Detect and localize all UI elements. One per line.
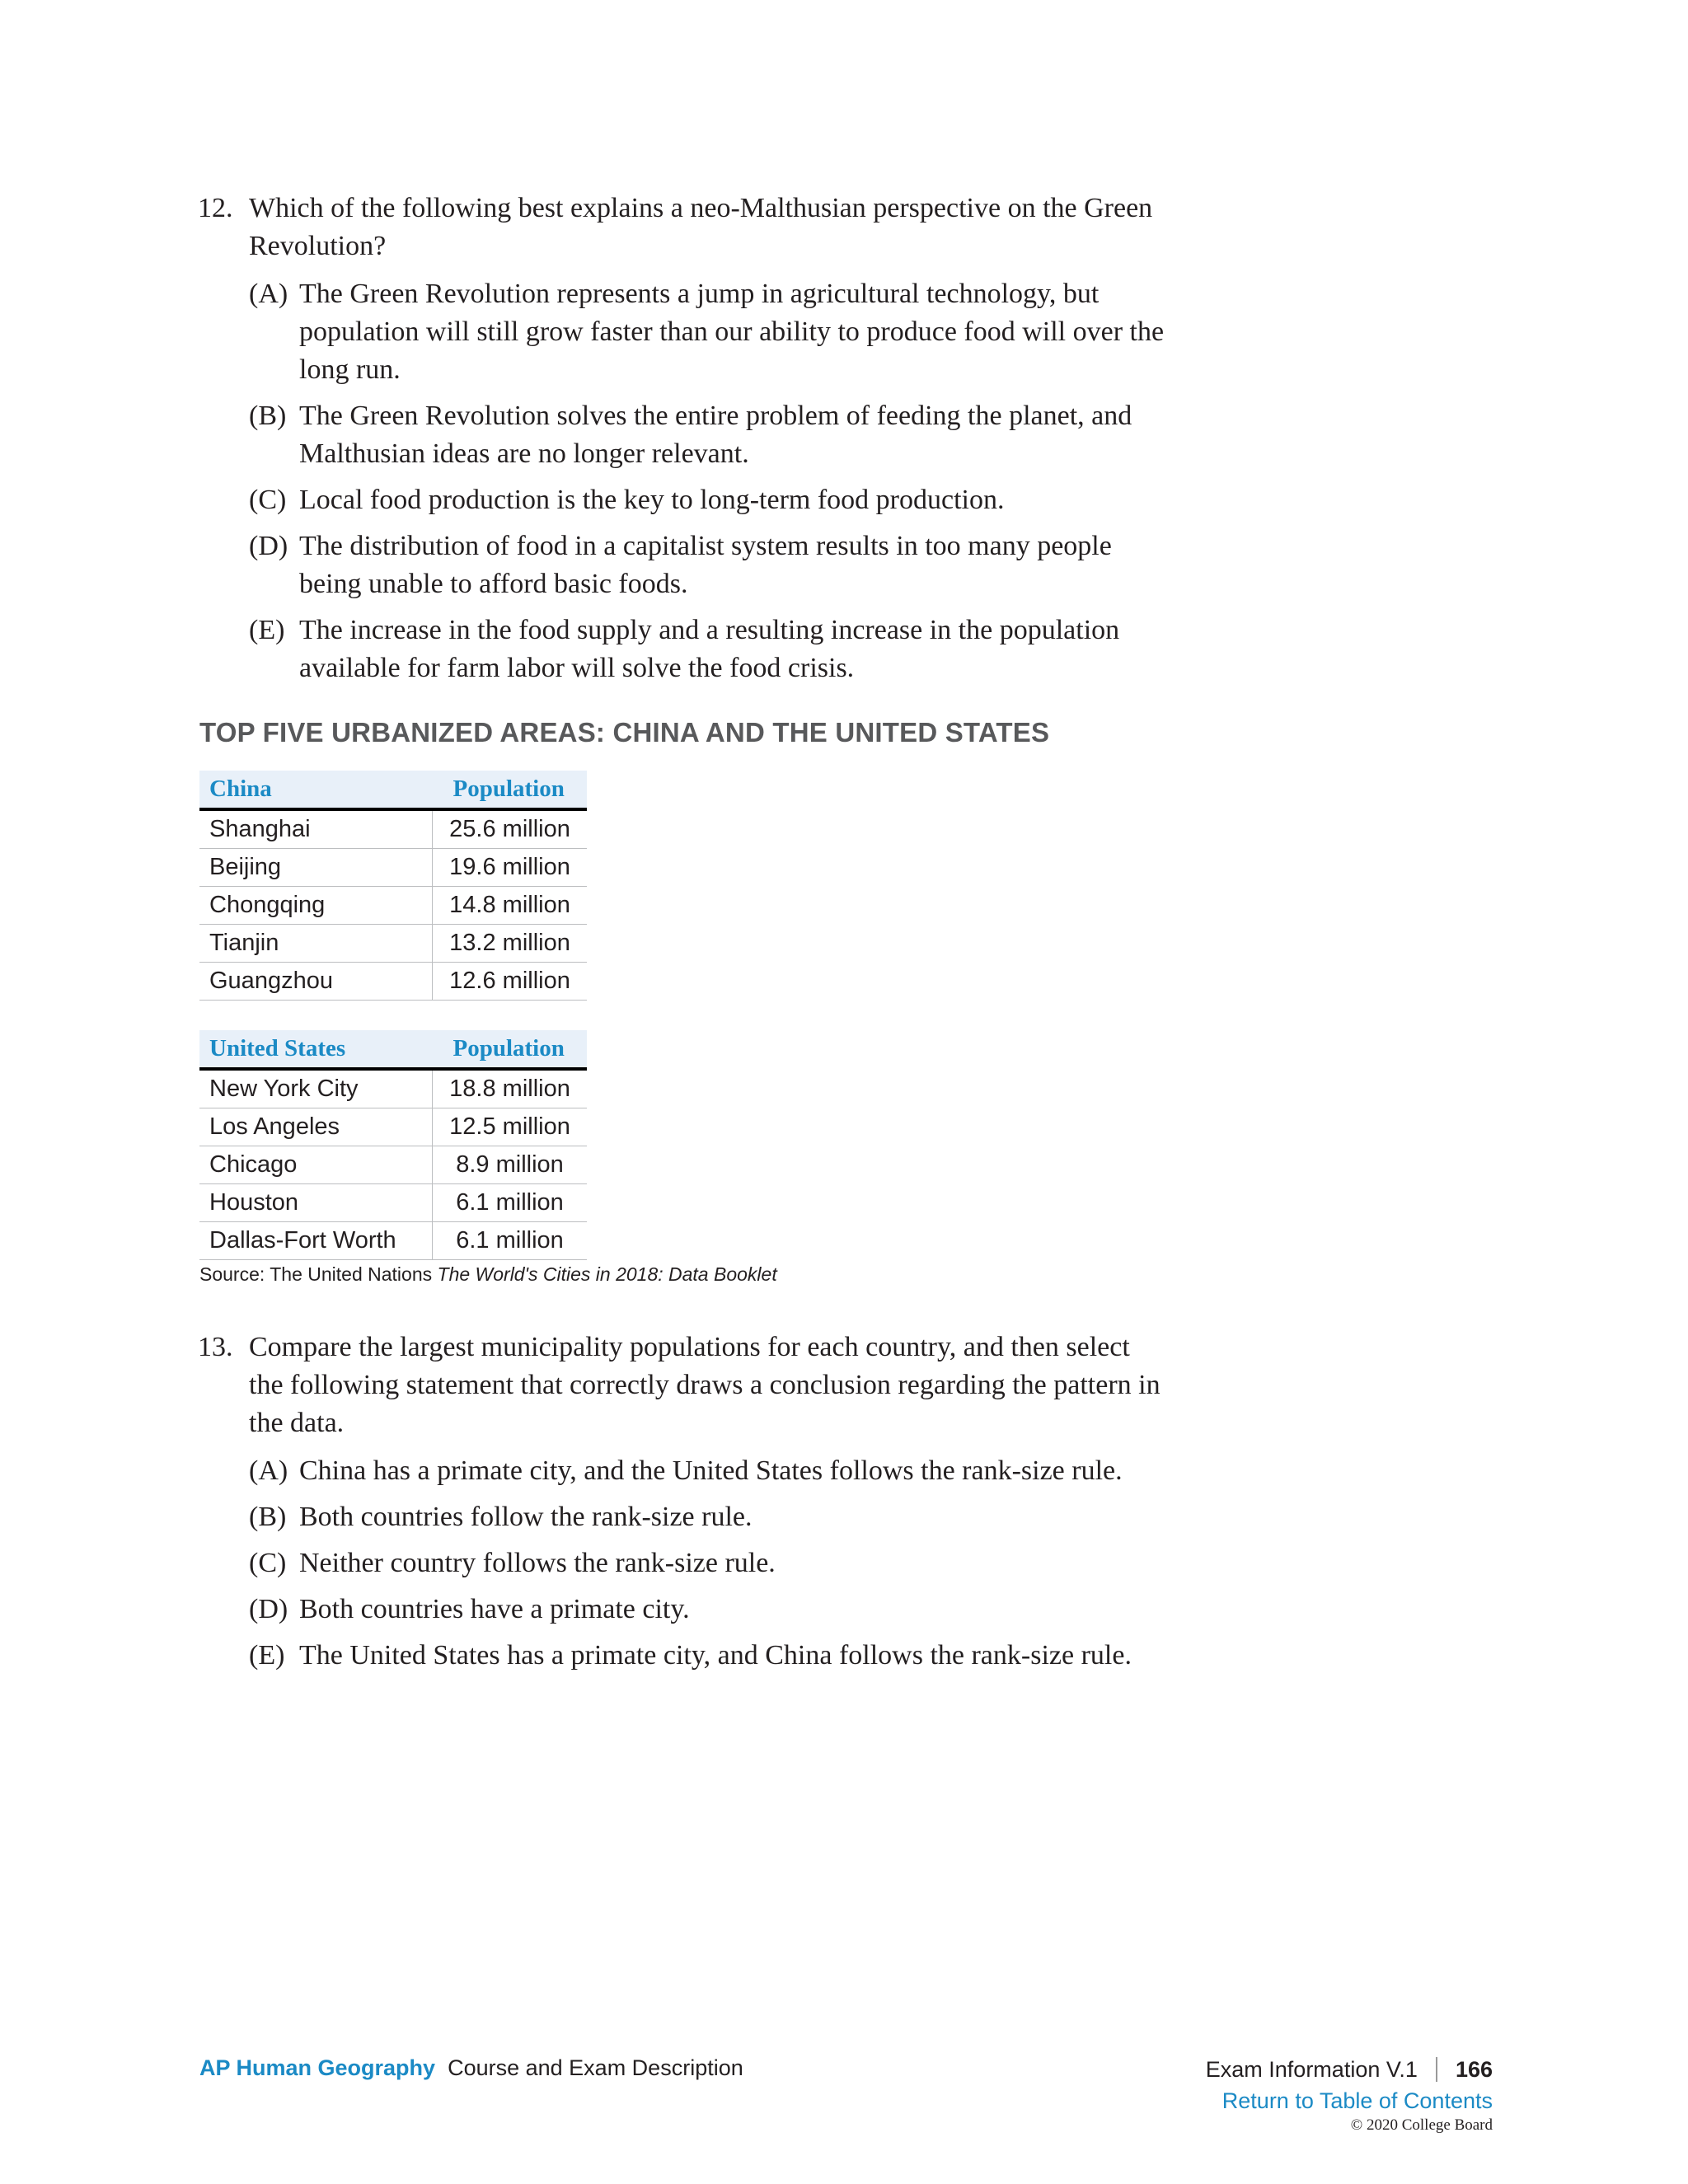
question-stem — [198, 190, 1170, 265]
choice-text: Both countries have a primate city. — [299, 1594, 690, 1624]
choice-text: Both countries follow the rank-size rule. — [299, 1502, 753, 1532]
city-cell: Shanghai — [199, 809, 433, 849]
table-row — [199, 849, 587, 887]
answer-choice-c — [249, 481, 1170, 519]
city-cell: Los Angeles — [199, 1108, 433, 1146]
table-row — [199, 1108, 587, 1146]
footer-section-line — [1206, 2055, 1493, 2083]
answer-choice-e — [249, 1637, 1170, 1675]
population-cell: 13.2 million — [433, 925, 588, 963]
footer-version: V.1 — [1386, 2056, 1418, 2082]
choice-text: The Green Revolution solves the entire problem of feeding the planet, and Malthusian ideas are no longer relevant. — [299, 401, 1132, 469]
city-cell: Houston — [199, 1184, 433, 1222]
choice-text: The increase in the food supply and a resulting increase in the population available for farm labor will solve the food crisis. — [299, 615, 1120, 683]
copyright: © 2020 College Board — [1350, 2116, 1493, 2134]
table-row — [199, 1184, 587, 1222]
footer-course-title — [199, 2055, 743, 2081]
footer-brand: AP Human Geography — [199, 2055, 436, 2080]
city-cell: Beijing — [199, 849, 433, 887]
footer-page-info — [1206, 2055, 1493, 2135]
table-header-row — [199, 1030, 587, 1069]
population-cell: 8.9 million — [433, 1146, 588, 1184]
footer-separator — [1436, 2057, 1437, 2082]
china-table — [199, 771, 587, 1001]
choice-letter: (E) — [249, 1640, 285, 1671]
answer-choice-a — [249, 275, 1170, 389]
question-12 — [198, 190, 1170, 687]
choice-letter: (B) — [249, 401, 287, 431]
question-text: Which of the following best explains a neo-Malthusian perspective on the Green Revolution? — [249, 193, 1153, 261]
choice-text: The distribution of food in a capitalist system results in too many people being unable to afford basic foods. — [299, 531, 1112, 599]
population-cell: 25.6 million — [433, 809, 588, 849]
header-population: Population — [433, 771, 588, 809]
city-cell: Chicago — [199, 1146, 433, 1184]
question-number: 12. — [198, 193, 233, 223]
choice-letter: (D) — [249, 531, 288, 561]
question-stem — [198, 1329, 1170, 1442]
table-source — [199, 1263, 777, 1286]
table-title: TOP FIVE URBANIZED AREAS: CHINA AND THE UNITED STATES — [199, 717, 1050, 748]
table-row — [199, 809, 587, 849]
table-row — [199, 925, 587, 963]
choice-letter: (A) — [249, 1455, 288, 1486]
choice-letter: (D) — [249, 1594, 288, 1624]
population-cell: 6.1 million — [433, 1184, 588, 1222]
population-cell: 12.5 million — [433, 1108, 588, 1146]
table-row — [199, 1069, 587, 1108]
choice-letter: (C) — [249, 485, 287, 515]
choice-text: Neither country follows the rank-size rule. — [299, 1548, 776, 1578]
table-row — [199, 1146, 587, 1184]
answer-choice-a — [249, 1452, 1170, 1490]
table-row — [199, 887, 587, 925]
choice-text: The Green Revolution represents a jump in agricultural technology, but population will still grow faster than our ability to produce food will over the long run. — [299, 279, 1165, 385]
choice-text: Local food production is the key to long-term food production. — [299, 485, 1005, 515]
answer-choice-b — [249, 1498, 1170, 1536]
population-cell: 19.6 million — [433, 849, 588, 887]
header-area: China — [199, 771, 433, 809]
question-text: Compare the largest municipality populations for each country, and then select the following statement that correctly draws a conclusion regarding the pattern in the data. — [249, 1332, 1160, 1438]
population-cell: 14.8 million — [433, 887, 588, 925]
choice-letter: (A) — [249, 279, 288, 309]
population-cell: 18.8 million — [433, 1069, 588, 1108]
header-area: United States — [199, 1030, 433, 1069]
choice-text: China has a primate city, and the United States follows the rank-size rule. — [299, 1455, 1123, 1486]
table-row — [199, 1222, 587, 1260]
answer-choice-d — [249, 1591, 1170, 1629]
footer-section: Exam Information — [1205, 2056, 1381, 2082]
question-number: 13. — [198, 1332, 233, 1362]
choice-letter: (E) — [249, 615, 285, 645]
answer-choice-b — [249, 397, 1170, 473]
table-header-row — [199, 771, 587, 809]
city-cell: Guangzhou — [199, 963, 433, 1001]
header-population: Population — [433, 1030, 588, 1069]
choice-letter: (B) — [249, 1502, 287, 1532]
city-cell: Dallas-Fort Worth — [199, 1222, 433, 1260]
source-prefix: Source: The United Nations — [199, 1263, 438, 1285]
choice-letter: (C) — [249, 1548, 287, 1578]
table-row — [199, 963, 587, 1001]
footer-subtitle: Course and Exam Description — [448, 2055, 743, 2080]
population-cell: 6.1 million — [433, 1222, 588, 1260]
city-cell: Tianjin — [199, 925, 433, 963]
choice-text: The United States has a primate city, and China follows the rank-size rule. — [299, 1640, 1132, 1671]
answer-choice-e — [249, 612, 1170, 687]
return-to-toc-link[interactable]: Return to Table of Contents — [1221, 2088, 1493, 2113]
us-table — [199, 1030, 587, 1260]
answer-choice-c — [249, 1544, 1170, 1582]
page-number: 166 — [1455, 2056, 1493, 2082]
city-cell: New York City — [199, 1069, 433, 1108]
population-cell: 12.6 million — [433, 963, 588, 1001]
question-13 — [198, 1329, 1170, 1675]
city-cell: Chongqing — [199, 887, 433, 925]
source-title: The World's Cities in 2018: Data Booklet — [437, 1263, 777, 1285]
answer-choice-d — [249, 527, 1170, 603]
